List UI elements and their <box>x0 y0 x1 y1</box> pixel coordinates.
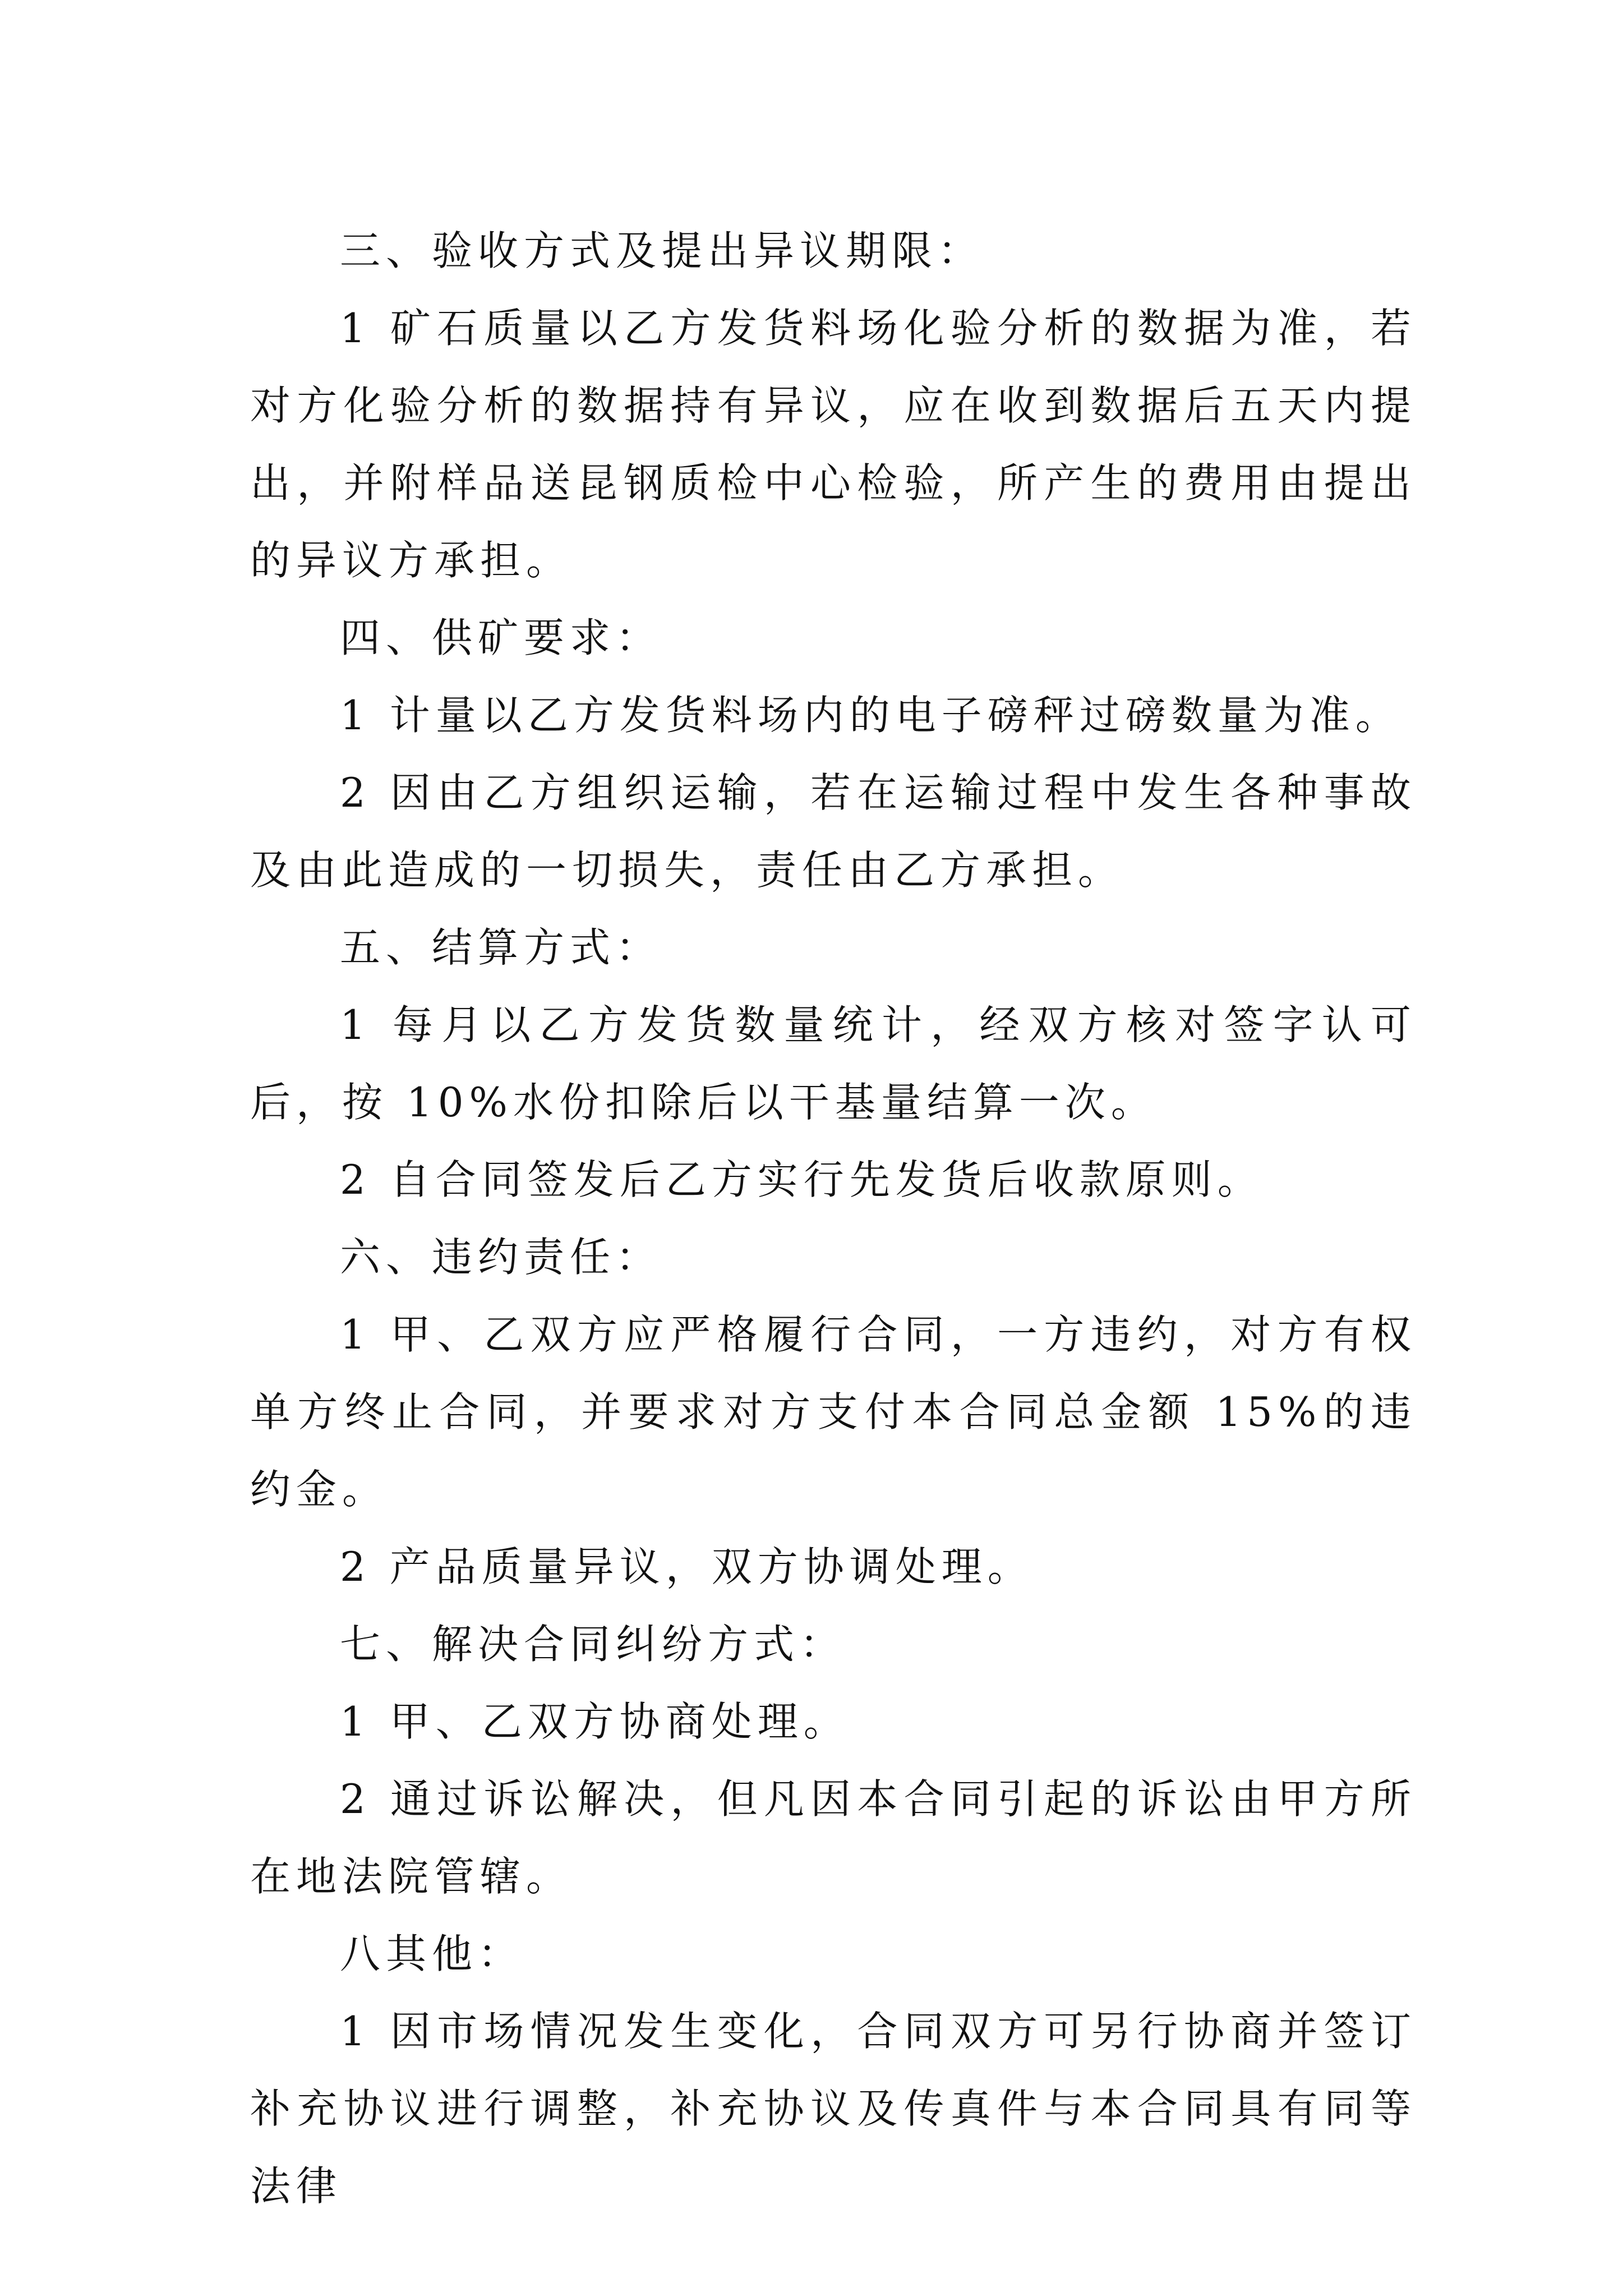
clause-supply-1: 1 计量以乙方发货料场内的电子磅秤过磅数量为准。 <box>340 692 1401 739</box>
document-body <box>250 212 1417 2225</box>
clause-breach-1: 1 甲、乙双方应严格履行合同，一方违约，对方有权单方终止合同，并要求对方支付本合同总金额 15%的违约金。 <box>250 1311 1417 1513</box>
section-heading-breach: 六、违约责任： <box>340 1234 662 1281</box>
clause-settlement-1: 1 每月以乙方发货数量统计，经双方核对签字认可后，按 10%水份扣除后以干基量结算一次。 <box>250 1001 1417 1126</box>
clause-acceptance-1: 1 矿石质量以乙方发货料场化验分析的数据为准，若对方化验分析的数据持有异议，应在收到数据后五天内提出，并附样品送昆钢质检中心检验，所产生的费用由提出的异议方承担。 <box>250 305 1417 584</box>
clause-breach-2: 2 产品质量异议，双方协调处理。 <box>340 1543 1034 1590</box>
section-heading-settlement: 五、结算方式： <box>340 924 662 971</box>
clause-disputes-2: 2 通过诉讼解决，但凡因本合同引起的诉讼由甲方所在地法院管辖。 <box>250 1775 1417 1900</box>
section-heading-acceptance: 三、验收方式及提出异议期限： <box>340 227 984 274</box>
clause-supply-2: 2 因由乙方组织运输，若在运输过程中发生各种事故及由此造成的一切损失，责任由乙方承担。 <box>250 769 1417 894</box>
clause-disputes-1: 1 甲、乙双方协商处理。 <box>340 1698 850 1745</box>
clause-settlement-2: 2 自合同签发后乙方实行先发货后收款原则。 <box>340 1156 1264 1203</box>
section-heading-supply: 四、供矿要求： <box>340 614 662 661</box>
section-heading-disputes: 七、解决合同纠纷方式： <box>340 1621 846 1668</box>
section-heading-other: 八其他： <box>340 1930 524 1977</box>
clause-other-1: 1 因市场情况发生变化，合同双方可另行协商并签订补充协议进行调整，补充协议及传真件与本合同具有同等法律 <box>250 2008 1417 2210</box>
